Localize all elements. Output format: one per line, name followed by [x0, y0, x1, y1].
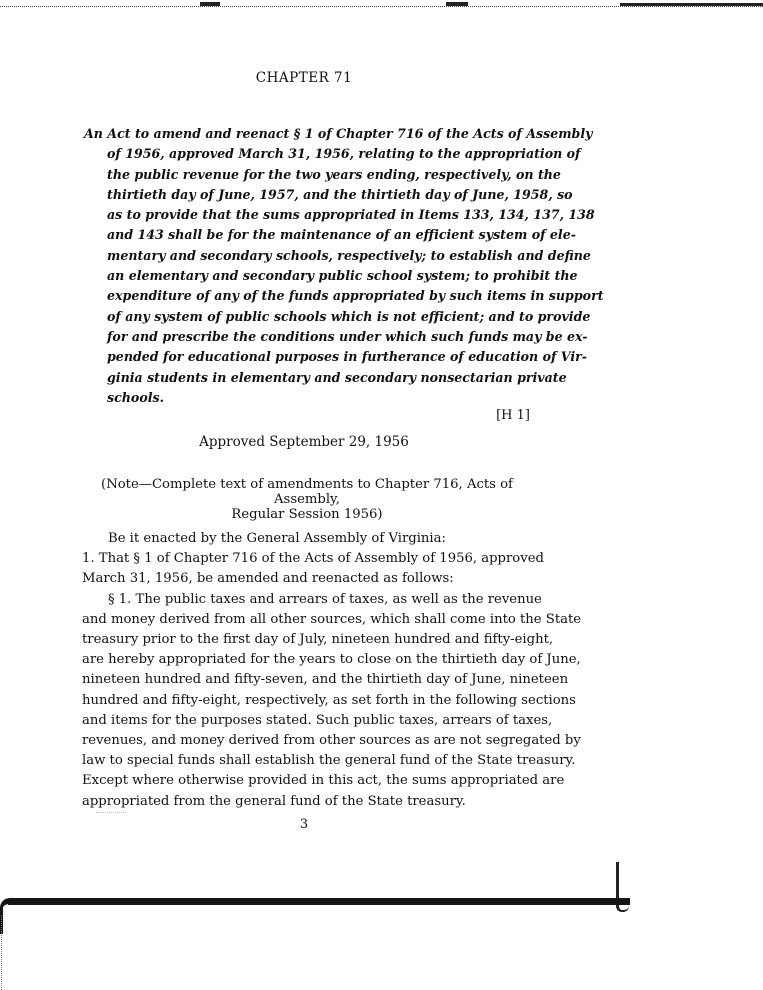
body-line: treasury prior to the first day of July, nineteen hundred and fifty-eight, [82, 632, 554, 648]
body-line: appropriated from the general fund of the State treasury. [82, 793, 466, 809]
scan-bottom-edge [0, 898, 630, 912]
body-line: Except where otherwise provided in this act, the sums appropriated are [82, 773, 565, 789]
approval-date: Approved September 29, 1956 [199, 434, 409, 450]
note-line: Regular Session 1956) [231, 507, 383, 522]
act-title [84, 124, 604, 408]
act-title-line: An Act to amend and reenact § 1 of Chapter 716 of the Acts of Assembly [84, 126, 593, 141]
act-title-line: ginia students in elementary and secondary nonsectarian private [107, 369, 567, 385]
page-number: 3 [299, 817, 309, 832]
note-line: (Note—Complete text of amendments to Chapter 716, Acts of Assembly, [101, 477, 513, 507]
act-title-line: pended for educational purposes in furtherance of education of Vir- [107, 349, 587, 365]
act-title-line: for and prescribe the conditions under which such funds may be ex- [107, 328, 588, 344]
act-title-line: an elementary and secondary public school system; to prohibit the [107, 268, 578, 284]
chapter-heading: CHAPTER 71 [255, 70, 353, 86]
act-title-line: of 1956, approved March 31, 1956, relating to the appropriation of [107, 146, 581, 162]
scan-left-edge [1, 915, 4, 990]
body-line: nineteen hundred and fifty-seven, and the thirtieth day of June, nineteen [82, 672, 569, 688]
body-line: March 31, 1956, be amended and reenacted as follows: [82, 571, 454, 587]
act-title-line: thirtieth day of June, 1957, and the thirtieth day of June, 1958, so [107, 186, 573, 202]
body-line: revenues, and money derived from other sources as are not segregated by [82, 733, 581, 749]
act-title-line: schools. [107, 389, 164, 405]
act-title-line: expenditure of any of the funds appropriated by such items in support [107, 288, 604, 304]
body-line: and money derived from all other sources, which shall come into the State [82, 611, 582, 627]
bill-reference: [H 1] [496, 408, 530, 423]
body-line: Be it enacted by the General Assembly of Virginia: [108, 531, 446, 546]
body-line: law to special funds shall establish the general fund of the State treasury. [82, 753, 576, 769]
act-title-line: of any system of public schools which is not efficient; and to provide [107, 308, 591, 324]
body-line: 1. That § 1 of Chapter 716 of the Acts of Assembly of 1956, approved [82, 551, 544, 567]
body-line: hundred and fifty-eight, respectively, as set forth in the following sections [82, 692, 576, 708]
body-line: are hereby appropriated for the years to close on the thirtieth day of June, [82, 652, 581, 668]
act-title-line: the public revenue for the two years ending, respectively, on the [107, 166, 561, 182]
enactment-body [82, 529, 582, 812]
body-line: § 1. The public taxes and arrears of taxes, as well as the revenue [108, 591, 542, 607]
act-title-line: and 143 shall be for the maintenance of an efficient system of ele- [107, 227, 576, 243]
body-line: and items for the purposes stated. Such public taxes, arrears of taxes, [82, 712, 553, 728]
amendment-note [84, 477, 530, 522]
act-title-line: mentary and secondary schools, respectively; to establish and define [107, 247, 591, 263]
act-title-line: as to provide that the sums appropriated in Items 133, 134, 137, 138 [107, 207, 595, 223]
scan-top-border [0, 0, 763, 7]
